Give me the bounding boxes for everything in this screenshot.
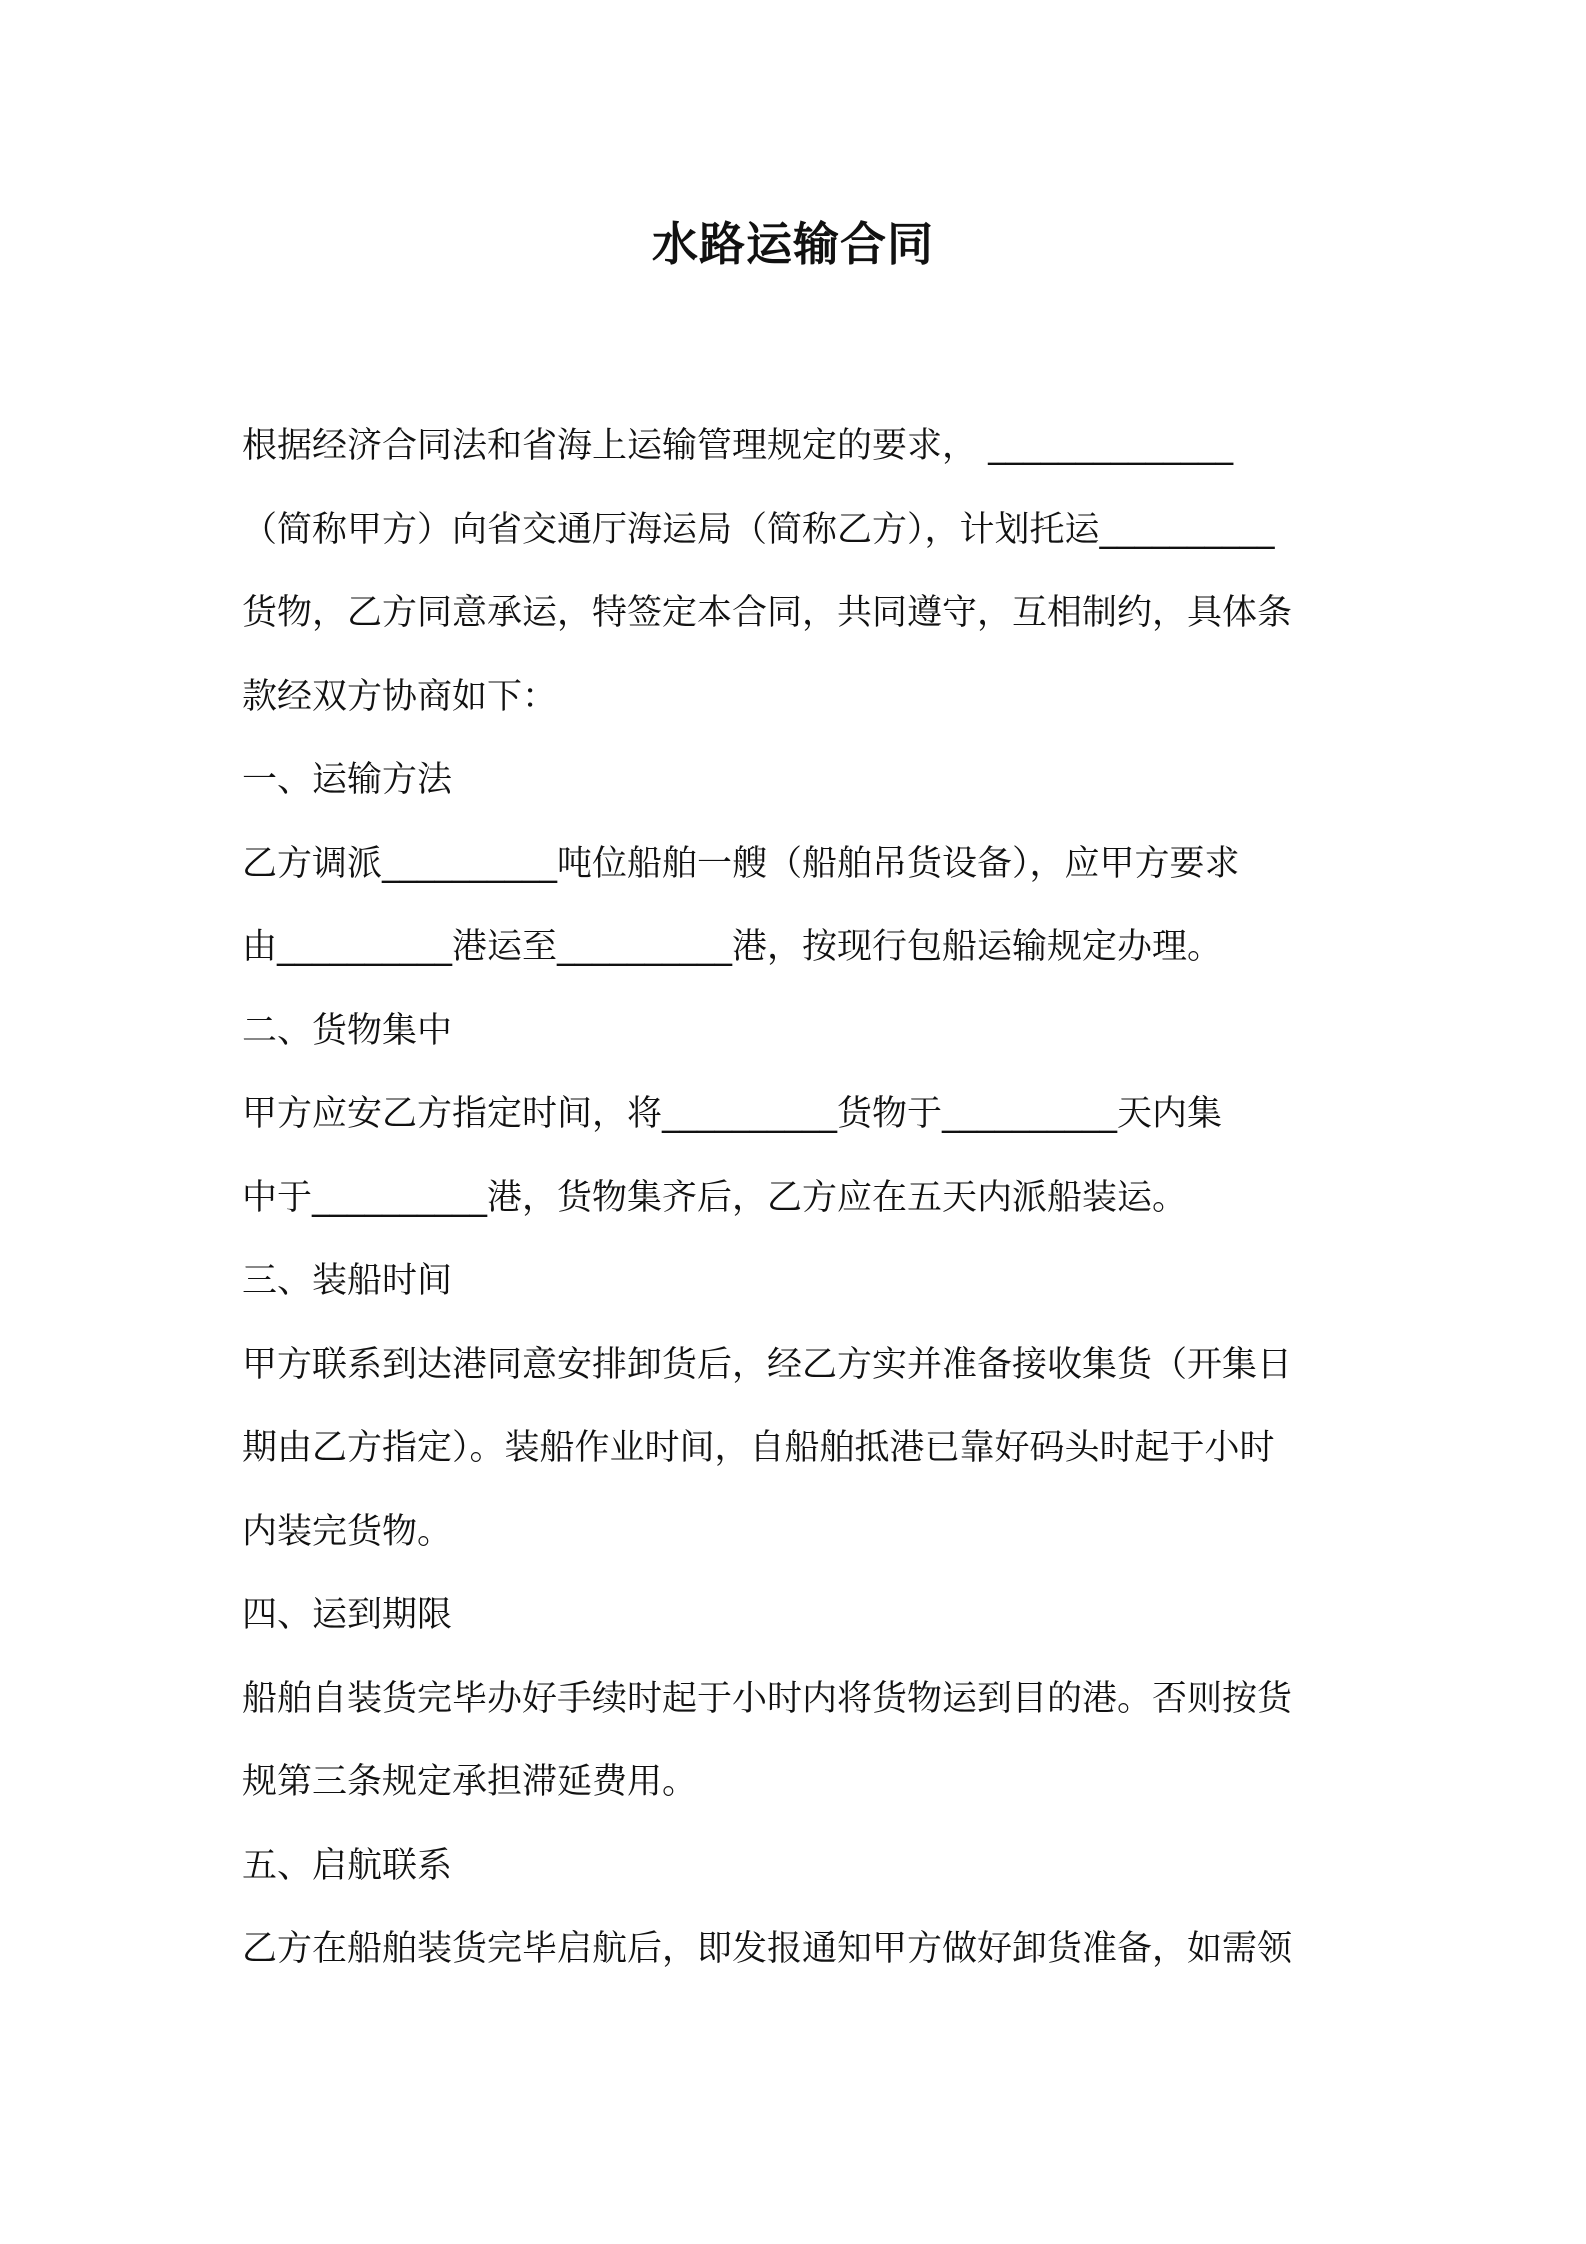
section-heading-3: 三、装船时间 <box>242 1261 453 1301</box>
document-title: 水路运输合同 <box>652 217 934 271</box>
body-line: 船舶自装货完毕办好手续时起于小时内将货物运到目的港。否则按货 <box>242 1678 1293 1719</box>
body-line: 中于__________港，货物集齐后，乙方应在五天内派船装运。 <box>242 1177 1188 1218</box>
body-line: 规第三条规定承担滞延费用。 <box>242 1762 698 1802</box>
body-line: 由__________港运至__________港，按现行包船运输规定办理。 <box>242 927 1223 967</box>
body-line: 货物，乙方同意承运，特签定本合同，共同遵守，互相制约，具体条 <box>242 593 1293 633</box>
body-line: 乙方在船舶装货完毕启航后，即发报通知甲方做好卸货准备，如需领 <box>242 1929 1293 1969</box>
section-heading-4: 四、运到期限 <box>242 1595 453 1635</box>
body-line: 甲方联系到达港同意安排卸货后，经乙方实并准备接收集货（开集日 <box>242 1344 1293 1385</box>
body-line: 甲方应安乙方指定时间，将__________货物于__________天内集 <box>242 1094 1223 1134</box>
section-heading-1: 一、运输方法 <box>242 760 453 800</box>
document-body <box>242 405 1352 1992</box>
body-line: 根据经济合同法和省海上运输管理规定的要求， ______________ <box>242 426 1234 466</box>
body-line: 款经双方协商如下： <box>242 676 558 717</box>
body-line: （简称甲方）向省交通厅海运局（简称乙方），计划托运__________ <box>242 509 1275 550</box>
section-heading-2: 二、货物集中 <box>242 1010 453 1051</box>
body-line: 内装完货物。 <box>242 1511 453 1552</box>
body-line: 乙方调派__________吨位船舶一艘（船舶吊货设备），应甲方要求 <box>242 843 1240 884</box>
section-heading-5: 五、启航联系 <box>242 1845 453 1886</box>
body-line: 期由乙方指定）。装船作业时间，自船舶抵港已靠好码头时起于小时 <box>242 1428 1275 1468</box>
